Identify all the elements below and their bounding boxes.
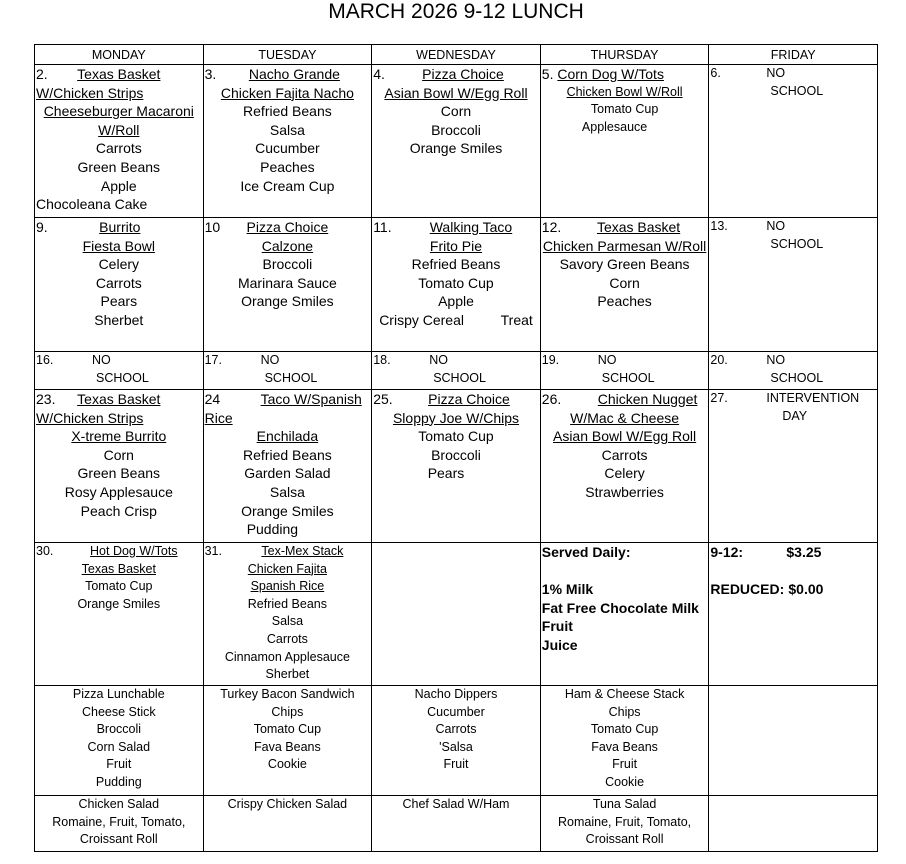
- day-cell: [709, 352, 878, 390]
- day-number: 17.: [204, 353, 222, 367]
- menu-item: Chocoleana Cake: [36, 196, 148, 213]
- menu-item: Sherbet: [94, 311, 144, 328]
- day-cell: [35, 352, 204, 390]
- menu-item: Ice Cream Cup: [240, 177, 335, 194]
- day-number: 12.: [541, 219, 562, 235]
- entree: Sloppy Joe W/Chips: [392, 409, 520, 426]
- price-label: 9-12:: [710, 544, 744, 560]
- menu-item: Tuna Salad: [592, 797, 657, 811]
- menu-item: Apple: [100, 177, 137, 194]
- alt-cell: [203, 796, 372, 852]
- day-header: FRIDAY: [709, 45, 878, 65]
- entree: Texas Basket: [81, 561, 156, 576]
- intervention-label: INTERVENTION: [766, 391, 860, 405]
- menu-item: Orange Smiles: [77, 596, 161, 611]
- menu-item: Fava Beans: [254, 739, 321, 754]
- day-header: THURSDAY: [540, 45, 709, 65]
- week-row: [35, 65, 878, 218]
- menu-item: Corn: [609, 274, 640, 291]
- menu-item: Fruit: [612, 757, 638, 772]
- menu-item: Cinnamon Applesauce: [224, 649, 350, 664]
- entree: Chicken Parmesan W/Roll: [542, 237, 707, 254]
- entree: Chicken Fajita Nacho: [220, 84, 354, 101]
- entree: Taco W/Spanish: [260, 391, 362, 407]
- empty-cell: [709, 796, 878, 852]
- day-number: 30.: [36, 544, 54, 558]
- menu-item: Croissant Roll: [79, 832, 158, 847]
- day-cell: [540, 218, 709, 352]
- menu-item: Apple: [438, 293, 474, 310]
- day-cell: [203, 390, 372, 543]
- menu-item: Turkey Bacon Sandwich: [220, 687, 355, 701]
- week-row: [35, 543, 878, 686]
- menu-item: Pudding: [95, 774, 142, 789]
- menu-item: Salsa: [269, 121, 305, 138]
- header-row: [35, 45, 878, 65]
- empty-cell: [709, 686, 878, 796]
- day-cell: [540, 352, 709, 390]
- entree: Asian Bowl W/Egg Roll: [552, 428, 697, 445]
- alt-cell: [540, 796, 709, 852]
- menu-item: Tomato Cup: [253, 722, 322, 737]
- entree: W/Chicken Strips: [36, 409, 144, 426]
- menu-item: Carrots: [435, 722, 477, 737]
- menu-item: Cucumber: [255, 140, 320, 157]
- menu-item: Peach Crisp: [80, 502, 157, 519]
- menu-item: Cookie: [267, 757, 307, 772]
- menu-item: Treat: [500, 311, 533, 328]
- day-cell: [709, 390, 878, 543]
- menu-item: Romaine, Fruit, Tomato,: [558, 814, 692, 829]
- day-cell: [203, 352, 372, 390]
- no-school-label: NO: [92, 353, 111, 367]
- menu-item: Corn: [103, 446, 134, 463]
- drink-item: Fruit: [541, 618, 573, 635]
- week-row: [35, 390, 878, 543]
- entree: Pizza Choice: [422, 66, 504, 82]
- no-school-label: NO: [429, 353, 448, 367]
- day-number: 9.: [36, 219, 48, 235]
- menu-item: Fava Beans: [591, 739, 658, 754]
- entree: Nacho Grande: [248, 66, 340, 82]
- entree: Cheeseburger Macaroni: [43, 103, 194, 120]
- menu-item: Ham & Cheese Stack: [564, 687, 685, 701]
- entree: Texas Basket: [77, 66, 161, 82]
- menu-item: Carrots: [95, 140, 142, 157]
- menu-item: Crispy Chicken Salad: [227, 797, 348, 811]
- menu-item: Peaches: [597, 293, 652, 310]
- menu-item: Chef Salad W/Ham: [402, 797, 510, 811]
- day-number: 11.: [373, 219, 392, 235]
- menu-item: Broccoli: [96, 722, 142, 737]
- menu-item: Rosy Applesauce: [64, 483, 173, 500]
- no-school-label: SCHOOL: [770, 370, 824, 385]
- menu-item: Corn: [440, 103, 472, 120]
- day-number: 13.: [710, 219, 728, 233]
- served-daily-heading: Served Daily:: [541, 544, 631, 560]
- menu-item: Crispy Cereal: [379, 311, 464, 328]
- menu-item: Peaches: [260, 158, 315, 175]
- entree: Calzone: [261, 237, 314, 254]
- menu-item: Refried Beans: [243, 103, 332, 120]
- drink-item: Fat Free Chocolate Milk: [541, 599, 699, 616]
- price-value: $3.25: [786, 544, 822, 560]
- menu-item: Refried Beans: [411, 256, 501, 273]
- menu-item: Carrots: [601, 446, 648, 463]
- drink-item: 1% Milk: [541, 581, 594, 598]
- no-school-label: SCHOOL: [601, 370, 655, 385]
- menu-item: Carrots: [95, 274, 142, 291]
- day-cell: [709, 218, 878, 352]
- page-title: MARCH 2026 9-12 LUNCH: [328, 0, 584, 23]
- entree: W/Chicken Strips: [36, 84, 144, 101]
- entree: Texas Basket: [77, 391, 161, 407]
- menu-item: Pizza Lunchable: [72, 687, 165, 701]
- menu-item: Salsa: [271, 614, 304, 629]
- menu-item: Croissant Roll: [585, 832, 664, 847]
- menu-item: Pears: [100, 293, 138, 310]
- entree: Tex-Mex Stack: [261, 544, 344, 558]
- day-cell: [372, 65, 541, 218]
- entree: Hot Dog W/Tots: [90, 544, 178, 558]
- price-cell: [709, 543, 878, 686]
- alt-cell: [372, 796, 541, 852]
- menu-item: Strawberries: [585, 483, 664, 500]
- entree: W/Roll: [98, 121, 140, 138]
- menu-item: Tomato Cup: [85, 579, 153, 594]
- day-number: 2.: [36, 66, 48, 82]
- menu-item: Savory Green Beans: [559, 256, 690, 273]
- menu-item: Cheese Stick: [81, 704, 156, 719]
- menu-item: Garden Salad: [244, 465, 331, 482]
- day-number: 16.: [36, 353, 54, 367]
- menu-item: Cookie: [605, 774, 645, 789]
- menu-item: Cucumber: [427, 704, 485, 719]
- menu-item: Broccoli: [431, 121, 481, 138]
- menu-item: Tomato Cup: [590, 102, 659, 117]
- menu-item: Sherbet: [265, 667, 310, 682]
- entree: Texas Basket: [596, 219, 681, 235]
- menu-item: Corn Salad: [87, 739, 151, 754]
- entree: Asian Bowl W/Egg Roll: [384, 84, 528, 101]
- no-school-label: SCHOOL: [96, 370, 149, 385]
- menu-item: Orange Smiles: [241, 293, 334, 310]
- menu-item: Green Beans: [77, 465, 161, 482]
- day-number: 6.: [710, 66, 721, 80]
- menu-item: Carrots: [266, 631, 308, 646]
- menu-item: Orange Smiles: [409, 140, 503, 157]
- served-daily-cell: [540, 543, 709, 686]
- day-number: 26.: [541, 391, 562, 407]
- day-number: 23.: [36, 391, 56, 407]
- day-number: 24: [204, 391, 221, 407]
- price-label: REDUCED:: [710, 581, 785, 598]
- no-school-label: NO: [260, 353, 280, 367]
- alt-cell: [372, 686, 541, 796]
- day-cell: [372, 390, 541, 543]
- empty-cell: [372, 543, 541, 686]
- no-school-label: NO: [597, 353, 617, 367]
- menu-item: 'Salsa: [439, 739, 473, 754]
- menu-item: Tomato Cup: [418, 274, 494, 291]
- menu-item: Pudding: [246, 521, 299, 538]
- alt-cell: [203, 686, 372, 796]
- salad-row: [35, 796, 878, 852]
- menu-item: Tomato Cup: [418, 428, 494, 445]
- day-number: 18.: [373, 353, 391, 367]
- drink-item: Juice: [541, 636, 578, 653]
- day-cell: [203, 218, 372, 352]
- entree: Chicken Bowl W/Roll: [566, 84, 683, 99]
- no-school-label: NO: [766, 66, 786, 80]
- day-cell: [203, 543, 372, 686]
- day-header: TUESDAY: [203, 45, 372, 65]
- menu-item: Chicken Salad: [78, 797, 160, 811]
- alt-cell: [35, 686, 204, 796]
- day-number: 20.: [710, 353, 728, 367]
- entree: Corn Dog W/Tots: [557, 66, 664, 82]
- menu-item: Chips: [608, 704, 641, 719]
- day-cell: [35, 543, 204, 686]
- day-number: 31.: [204, 544, 222, 558]
- entree: W/Mac & Cheese: [570, 409, 680, 426]
- day-number: 27.: [710, 391, 728, 405]
- menu-item: Refried Beans: [247, 596, 327, 611]
- day-cell: [540, 65, 709, 218]
- entree: Chicken Nugget: [597, 391, 698, 407]
- day-cell: [35, 218, 204, 352]
- menu-item: Refried Beans: [243, 446, 332, 463]
- menu-item: Nacho Dippers: [414, 687, 498, 701]
- day-cell: [372, 218, 541, 352]
- menu-item: Chips: [271, 704, 304, 719]
- day-number: 4.: [373, 66, 385, 82]
- menu-item: Orange Smiles: [241, 502, 334, 519]
- menu-item: Salsa: [269, 483, 305, 500]
- entree: Frito Pie: [429, 237, 483, 254]
- entree: Rice: [204, 409, 233, 426]
- week-row: [35, 218, 878, 352]
- entree: Pizza Choice: [428, 391, 510, 407]
- menu-item: Celery: [98, 256, 140, 273]
- no-school-label: SCHOOL: [770, 236, 824, 251]
- entree: Pizza Choice: [246, 219, 329, 235]
- day-cell: [540, 390, 709, 543]
- no-school-label: NO: [766, 353, 786, 367]
- menu-item: Broccoli: [262, 256, 313, 273]
- no-school-label: SCHOOL: [264, 370, 318, 385]
- day-header: MONDAY: [35, 45, 204, 65]
- entree: Burrito: [99, 219, 141, 235]
- entree: Walking Taco: [429, 219, 513, 235]
- menu-item: Pears: [427, 465, 465, 482]
- day-number: 19.: [541, 353, 560, 367]
- day-cell: [35, 65, 204, 218]
- day-number: 25.: [373, 391, 393, 407]
- no-school-label: SCHOOL: [433, 370, 486, 385]
- lunch-calendar: [34, 44, 878, 852]
- menu-item: Tomato Cup: [590, 722, 659, 737]
- menu-item: Fruit: [106, 757, 132, 772]
- alternate-row: [35, 686, 878, 796]
- day-cell: [372, 352, 541, 390]
- entree: X-treme Burrito: [71, 428, 167, 445]
- alt-cell: [540, 686, 709, 796]
- day-header: WEDNESDAY: [372, 45, 541, 65]
- no-school-label: NO: [766, 219, 786, 233]
- day-number: 10: [204, 219, 221, 235]
- menu-item: Marinara Sauce: [237, 274, 337, 291]
- intervention-label: DAY: [782, 408, 808, 423]
- day-number: 3.: [204, 66, 217, 82]
- menu-item: Romaine, Fruit, Tomato,: [52, 814, 186, 829]
- menu-item: Broccoli: [431, 446, 481, 463]
- entree: Enchilada: [256, 428, 319, 445]
- entree: Chicken Fajita: [247, 561, 327, 576]
- menu-item: Applesauce: [581, 119, 648, 134]
- week-row: [35, 352, 878, 390]
- no-school-label: SCHOOL: [770, 83, 824, 98]
- menu-item: Fruit: [443, 757, 469, 772]
- entree: Spanish Rice: [250, 579, 325, 594]
- price-value: $0.00: [788, 581, 824, 598]
- day-cell: [709, 65, 878, 218]
- alt-cell: [35, 796, 204, 852]
- day-number: 5.: [541, 66, 554, 82]
- day-cell: [203, 65, 372, 218]
- menu-item: Green Beans: [77, 158, 161, 175]
- menu-item: Celery: [604, 465, 645, 482]
- day-cell: [35, 390, 204, 543]
- entree: Fiesta Bowl: [82, 237, 155, 254]
